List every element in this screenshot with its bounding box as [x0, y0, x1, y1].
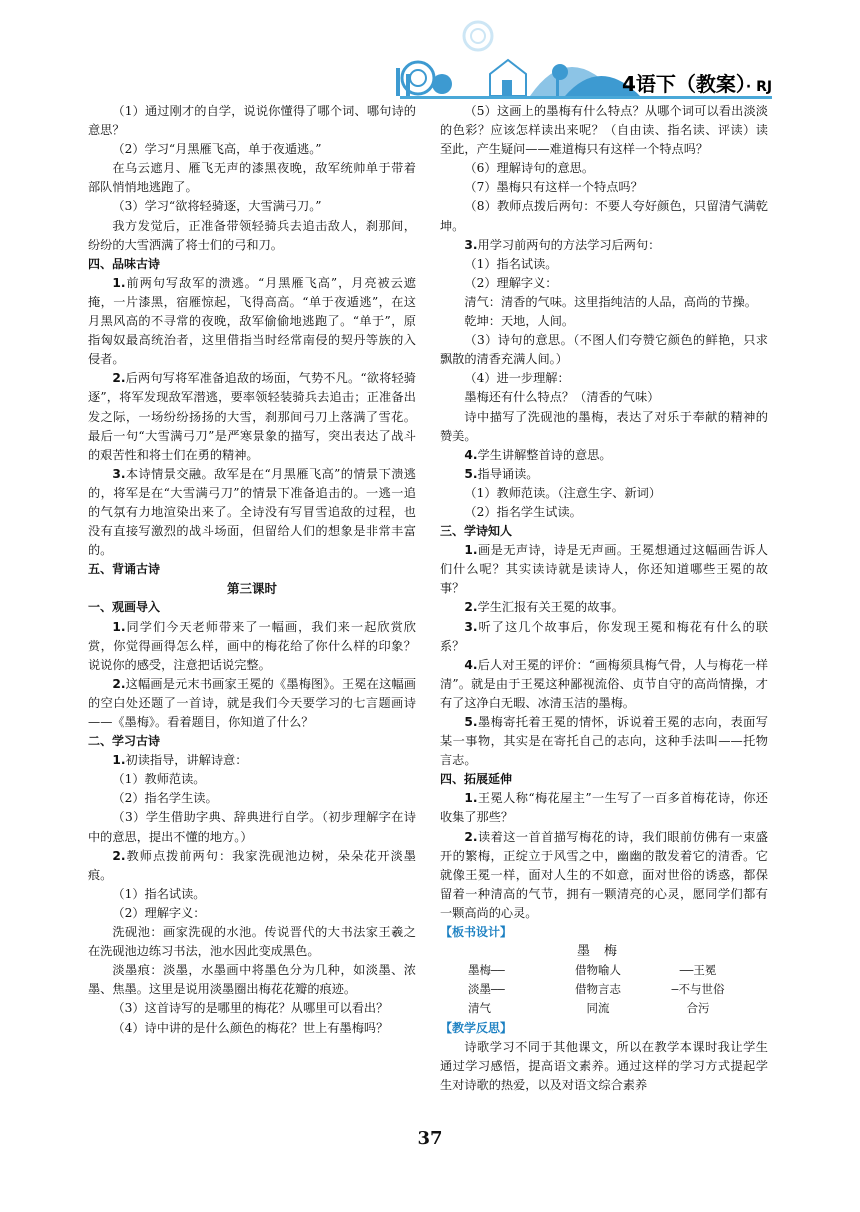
paragraph [440, 656, 768, 713]
item-number: 3. [464, 619, 478, 634]
paragraph [88, 885, 416, 904]
paragraph [88, 159, 416, 197]
paragraph [440, 484, 768, 503]
board-cell: 合污 [686, 1001, 710, 1016]
paragraph [88, 751, 416, 770]
paragraph [88, 217, 416, 255]
paragraph-text: （6）理解诗句的意思。 [464, 161, 595, 176]
board-cell: ——王冕 [679, 963, 717, 978]
paragraph [440, 255, 768, 274]
board-title: 墨梅 [576, 944, 631, 960]
paragraph-text: 学生讲解整首诗的意思。 [477, 447, 612, 462]
section-heading: 二、学习古诗 [88, 734, 161, 749]
paragraph [440, 541, 768, 598]
paragraph-text: （2）指名学生读。 [112, 791, 218, 806]
paragraph-text: 洗砚池：画家洗砚的水池。传说晋代的大书法家王羲之在洗砚池边练习书法，池水因此变成黑色。 [88, 925, 416, 959]
paragraph [88, 999, 416, 1018]
paragraph [88, 904, 416, 923]
paragraph [88, 618, 416, 675]
paragraph-text: 读着这一首首描写梅花的诗，我们眼前仿佛有一束盛开的繁梅，正绽立于风雪之中，幽幽的散发着它的清香。它就像王冕一样，面对人生的不如意，面对世俗的诱惑，都保留着一种清高的气节，拥有一颗清亮的心灵，愿同学们都有一颗高尚的心灵。 [440, 829, 768, 920]
item-number: 2. [112, 848, 126, 863]
paragraph [440, 102, 768, 159]
paragraph-text: （7）墨梅只有这样一个特点吗？ [464, 180, 643, 195]
paragraph [88, 847, 416, 885]
paragraph [88, 140, 416, 159]
paragraph [440, 446, 768, 465]
section-heading: 四、品味古诗 [88, 256, 161, 271]
paragraph [440, 503, 768, 522]
paragraph [88, 675, 416, 732]
paragraph [88, 274, 416, 369]
section-heading: 四、拓展延伸 [440, 772, 513, 787]
paragraph [88, 197, 416, 216]
paragraph [440, 1038, 768, 1095]
paragraph-text: 本诗情景交融。敌军是在“月黑雁飞高”的情景下溃逃的，将军是在“大雪满弓刀”的情景下准备追击的。一逃一追的气氛有力地渲染出来了。全诗没有写冒雪追敌的过程，也没有直接写激烈的战斗场面，但留给人们的想象是非常丰富的。 [88, 466, 416, 558]
paragraph [440, 465, 768, 484]
paragraph [440, 713, 768, 770]
paragraph [440, 598, 768, 617]
paragraph-text: 用学习前两句的方法学习后两句： [477, 237, 661, 252]
board-cell: 墨梅—— [468, 963, 505, 978]
paragraph [440, 274, 768, 293]
right-column [440, 102, 768, 1095]
paragraph-text: 清气：清香的气味。这里指纯洁的人品，高尚的节操。 [464, 294, 757, 309]
page-number: 37 [417, 1128, 443, 1149]
item-number: 3. [464, 237, 478, 252]
item-number: 5. [464, 715, 478, 729]
board-row [440, 961, 768, 980]
paragraph-text: 诗歌学习不同于其他课文，所以在教学本课时我让学生通过学习感悟，提高语文素养。通过这样的学习方式提起学生对诗歌的热爱，以及对语文综合素养 [440, 1039, 768, 1092]
paragraph [440, 828, 768, 923]
paragraph-text: （1）教师范读。 [112, 772, 206, 787]
section-heading: 三、学诗知人 [440, 524, 513, 539]
paragraph [440, 236, 768, 255]
paragraph [440, 197, 768, 235]
paragraph-text: 王冕人称“梅花屋主”一生写了一百多首梅花诗，你还收集了那些？ [440, 791, 768, 825]
paragraph [440, 159, 768, 178]
paragraph-text: 教师点拨前两句：我家洗砚池边树，朵朵花开淡墨痕。 [88, 848, 416, 882]
lesson-title: 第三课时 [226, 581, 277, 597]
paragraph [440, 293, 768, 312]
paragraph-text: （3）学生借助字典、辞典进行自学。（初步理解字在诗中的意思，提出不懂的地方。） [88, 810, 416, 844]
section-tag: 【教学反思】 [440, 1020, 513, 1035]
item-number: 4. [464, 657, 478, 672]
paragraph [88, 465, 416, 560]
paragraph-text: （2）学习“月黑雁飞高，单于夜遁逃。” [112, 142, 322, 157]
paragraph-text: 我方发觉后，正准备带领轻骑兵去追击敌人，刹那间，纷纷的大雪洒满了将士们的弓和刀。 [88, 218, 416, 252]
item-number: 1. [464, 791, 478, 806]
board-cell: 淡墨—— [468, 982, 505, 997]
item-number: 3. [112, 466, 126, 481]
board-cell: —不与世俗 [671, 982, 725, 997]
paragraph-text: （2）理解字义： [464, 275, 558, 290]
paragraph [440, 408, 768, 446]
board-cell: 借物喻人 [575, 963, 621, 978]
item-number: 2. [112, 676, 126, 691]
paragraph [88, 102, 416, 140]
item-number: 1. [112, 275, 126, 290]
paragraph-text: （3）学习“欲将轻骑逐，大雪满弓刀。” [112, 199, 322, 214]
paragraph-text: 诗中描写了洗砚池的墨梅，表达了对乐于奉献的精神的赞美。 [440, 409, 768, 443]
paragraph [440, 388, 768, 407]
paragraph-text: （1）教师范读。（注意生字、新词） [464, 485, 662, 500]
paragraph-text: （5）这画上的墨梅有什么特点？从哪个词可以看出淡淡的色彩？应该怎样读出来呢？（自由读、指名读、评读）读至此，产生疑问——难道梅只有这样一个特点吗？ [440, 104, 768, 157]
section-tag: 【板书设计】 [440, 925, 513, 940]
paragraph-text: （4）进一步理解： [464, 371, 570, 386]
board-cell: 清气 [468, 1001, 491, 1016]
paragraph [440, 331, 768, 369]
paragraph [440, 178, 768, 197]
paragraph-text: 后人对王冕的评价：“画梅须具梅气骨，人与梅花一样清”。就是由于王冕这种鄙视流俗、贞节自守的高尚情操，才有了这净白无暇、冰清玉洁的墨梅。 [440, 657, 768, 710]
paragraph-text: 初读指导，讲解诗意： [125, 753, 248, 768]
paragraph [88, 789, 416, 808]
item-number: 2. [112, 371, 126, 386]
paragraph-text: 画是无声诗，诗是无声画。王冕想通过这幅画告诉人们什么呢？其实读诗就是读诗人，你还知道哪些王冕的故事？ [440, 543, 768, 596]
book-title: 4语下（教案）· RJ [622, 72, 773, 96]
paragraph-text: （3）诗句的意思。（不图人们夸赞它颜色的鲜艳，只求飘散的清香充满人间。） [440, 333, 768, 367]
paragraph [440, 369, 768, 388]
paragraph-text: 这幅画是元末书画家王冕的《墨梅图》。王冕在这幅画的空白处还题了一首诗，就是我们今天要学习的七言题画诗——《墨梅》。看着题目，你知道了什么？ [88, 676, 416, 729]
paragraph [88, 808, 416, 846]
item-number: 1. [464, 543, 478, 558]
paragraph [440, 789, 768, 827]
item-number: 1. [112, 619, 126, 634]
paragraph [88, 961, 416, 999]
paragraph-text: 乾坤：天地，人间。 [464, 314, 575, 329]
paragraph-text: 在乌云遮月、雁飞无声的漆黑夜晚，敌军统帅单于带着部队悄悄地逃跑了。 [88, 161, 416, 195]
paragraph-text: 淡墨痕：淡墨，水墨画中将墨色分为几种，如淡墨、浓墨、焦墨。这里是说用淡墨圈出梅花花瓣的痕迹。 [88, 963, 416, 997]
item-number: 5. [464, 466, 478, 481]
board-cell: 同流 [586, 1001, 610, 1016]
paragraph [88, 369, 416, 464]
paragraph-text: 后两句写将军准备追敌的场面，气势不凡。“欲将轻骑逐”，将军发现敌军潜逃，要率领轻装骑兵去追击；正准备出发之际，一场纷纷扬扬的大雪，刹那间弓刀上落满了雪花。最后一句“大雪满弓刀”是严寒景象的描写，突出表达了战斗的艰苦性和将士们在勇的精神。 [88, 371, 416, 462]
paragraph-text: 前两句写敌军的溃逃。“月黑雁飞高”，月亮被云遮掩，一片漆黑，宿雁惊起，飞得高高。“单于夜遁逃”，在这月黑风高的不寻常的夜晚，敌军偷偷地逃跑了。“单于”，原指匈奴最高统治者，这里借指当时经常南侵的契丹等族的入侵者。 [88, 275, 416, 367]
item-number: 1. [112, 753, 126, 768]
section-heading: 五、背诵古诗 [88, 562, 161, 577]
paragraph [88, 770, 416, 789]
item-number: 2. [464, 600, 478, 615]
section-heading: 一、观画导入 [88, 600, 161, 615]
paragraph [440, 618, 768, 656]
paragraph-text: 听了这几个故事后，你发现王冕和梅花有什么的联系？ [440, 619, 768, 653]
paragraph-text: 指导诵读。 [477, 466, 539, 481]
paragraph-text: （1）指名试读。 [112, 886, 206, 901]
board-row [440, 999, 768, 1018]
paragraph [440, 312, 768, 331]
left-column [88, 102, 416, 1038]
paragraph-text: （3）这首诗写的是哪里的梅花？从哪里可以看出？ [112, 1001, 389, 1016]
board-cell: 借物言志 [575, 982, 621, 997]
paragraph-text: （2）指名学生试读。 [464, 504, 582, 519]
board-row [440, 980, 768, 999]
paragraph-text: （2）理解字义： [112, 905, 206, 920]
paragraph [88, 1019, 416, 1038]
paragraph-text: （1）指名试读。 [464, 256, 558, 271]
paragraph-text: 同学们今天老师带来了一幅画，我们来一起欣赏欣赏，你觉得画得怎么样，画中的梅花给了你什么样的印象？说说你的感受，注意把话说完整。 [88, 619, 416, 672]
paragraph [88, 923, 416, 961]
paragraph-text: 墨梅寄托着王冕的情怀，诉说着王冕的志向，表面写某一事物，其实是在寄托自己的志向，这种手法叫——托物言志。 [440, 715, 768, 768]
paragraph-text: 学生汇报有关王冕的故事。 [477, 600, 624, 615]
item-number: 2. [464, 829, 478, 844]
paragraph-text: 墨梅还有什么特点？（清香的气味） [464, 390, 660, 405]
header-divider [400, 96, 772, 99]
item-number: 4. [464, 447, 478, 462]
paragraph-text: （1）通过刚才的自学，说说你懂得了哪个词、哪句诗的意思？ [88, 104, 416, 138]
paragraph-text: （8）教师点拨后两句：不要人夸好颜色，只留清气满乾坤。 [440, 199, 768, 233]
paragraph-text: （4）诗中讲的是什么颜色的梅花？世上有墨梅吗？ [112, 1020, 389, 1035]
